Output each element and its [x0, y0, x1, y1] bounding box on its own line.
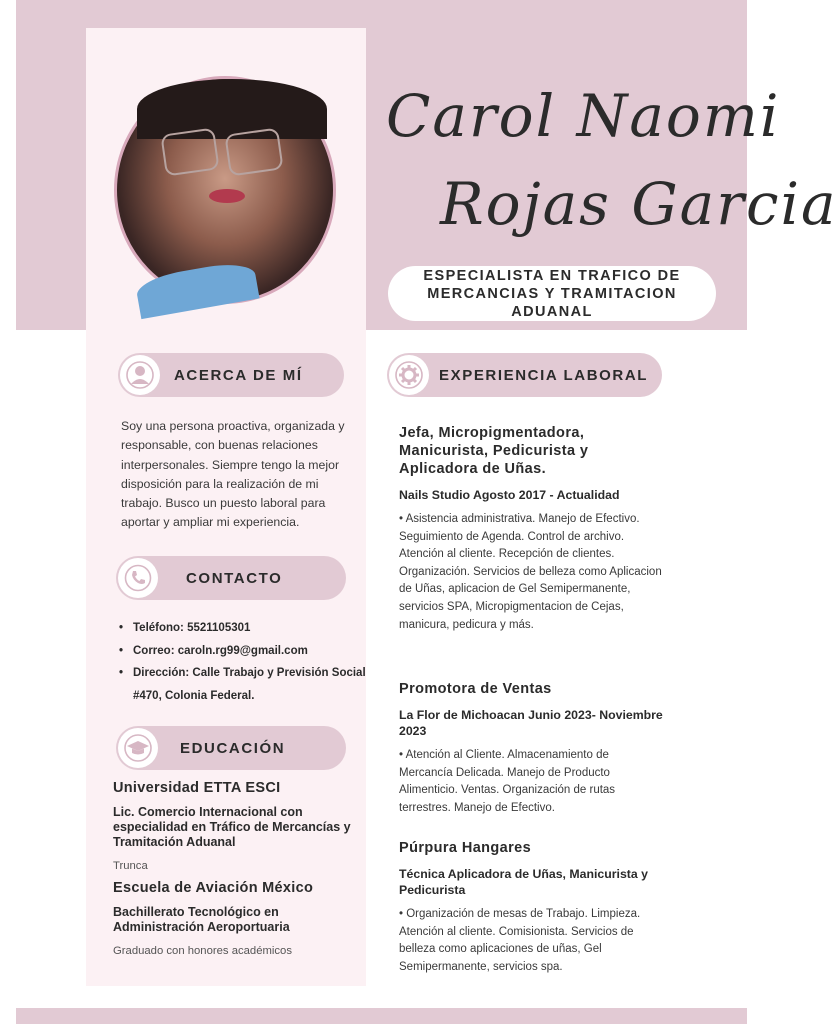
- education-entry: [113, 880, 353, 957]
- contact-list: [116, 617, 368, 707]
- job-position: Púrpura Hangares: [399, 840, 532, 856]
- phone-icon: [118, 558, 158, 598]
- graduation-cap-icon: [118, 728, 158, 768]
- education-note: Graduado con honores académicos: [113, 945, 292, 957]
- contact-phone: • Teléfono: 5521105301: [116, 617, 368, 640]
- profile-photo: [114, 76, 336, 304]
- job-entry: [399, 680, 665, 817]
- experience-heading-pill: [387, 353, 662, 397]
- job-description: • Organización de mesas de Trabajo. Limpieza. Atención al cliente. Comisionista. Servicios de belleza como aplicaciones de uñas, Gel Semipermanente, servicios spa.: [399, 908, 641, 973]
- about-heading: ACERCA DE MÍ: [174, 367, 303, 384]
- job-entry: [399, 839, 665, 976]
- job-position: Jefa, Micropigmentadora, Manicurista, Pedicurista y Aplicadora de Uñas.: [399, 425, 589, 477]
- gear-icon: [389, 355, 429, 395]
- education-note: Trunca: [113, 860, 148, 872]
- contact-address: • Dirección: Calle Trabajo y Previsión Social #470, Colonia Federal.: [116, 662, 368, 707]
- about-heading-pill: [118, 353, 344, 397]
- user-icon: [120, 355, 160, 395]
- contact-heading-pill: [116, 556, 346, 600]
- job-title-line: MERCANCIAS Y TRAMITACION: [427, 286, 677, 302]
- name-last: Rojas Garcia: [440, 170, 838, 238]
- about-text: Soy una persona proactiva, organizada y responsable, con buenas relaciones interpersonales. Siempre tengo la mejor disposición para la realización de mi trabajo. Busco un puesto laboral para aportar y ampliar mi experiencia.: [121, 419, 345, 530]
- contact-email: • Correo: caroln.rg99@gmail.com: [116, 640, 368, 663]
- experience-heading: EXPERIENCIA LABORAL: [439, 367, 649, 384]
- job-company: La Flor de Michoacan Junio 2023- Noviembre 2023: [399, 708, 663, 738]
- photo-glasses-right: [224, 127, 283, 176]
- job-position: Promotora de Ventas: [399, 681, 552, 697]
- job-entry: [399, 424, 665, 634]
- job-company: Técnica Aplicadora de Uñas, Manicurista y Pedicurista: [399, 867, 648, 897]
- education-heading: EDUCACIÓN: [180, 740, 286, 757]
- name-first: Carol Naomi: [386, 82, 781, 150]
- job-title-line: ESPECIALISTA EN TRAFICO DE: [423, 268, 681, 284]
- education-degree: Lic. Comercio Internacional con especialidad en Tráfico de Mercancías y Tramitación Aduanal: [113, 805, 351, 849]
- footer-band: [16, 1008, 747, 1024]
- job-title-banner: [388, 266, 716, 321]
- job-title-line: ADUANAL: [511, 304, 593, 320]
- photo-glasses-left: [160, 127, 219, 176]
- job-description: • Atención al Cliente. Almacenamiento de Mercancía Delicada. Manejo de Producto Alimenticio. Ventas. Organización de rutas terrestres. Manejo de Efectivo.: [399, 749, 616, 814]
- education-institution: Universidad ETTA ESCI: [113, 780, 281, 796]
- photo-lips: [209, 189, 245, 203]
- education-entry: [113, 780, 353, 872]
- education-heading-pill: [116, 726, 346, 770]
- photo-hair: [137, 79, 327, 139]
- contact-heading: CONTACTO: [186, 570, 283, 587]
- education-degree: Bachillerato Tecnológico en Administración Aeroportuaria: [113, 905, 290, 934]
- job-description: • Asistencia administrativa. Manejo de Efectivo. Seguimiento de Agenda. Control de archivo. Atención al cliente. Recepción de clientes. Organización. Servicios de belleza como Aplicacion de Uñas, aplicacion de Gel Semipermanente, servicios SPA, Micropigmentacion de Cejas, manicura, pedicura y más.: [399, 513, 662, 631]
- education-institution: Escuela de Aviación México: [113, 880, 314, 896]
- job-company: Nails Studio Agosto 2017 - Actualidad: [399, 488, 620, 502]
